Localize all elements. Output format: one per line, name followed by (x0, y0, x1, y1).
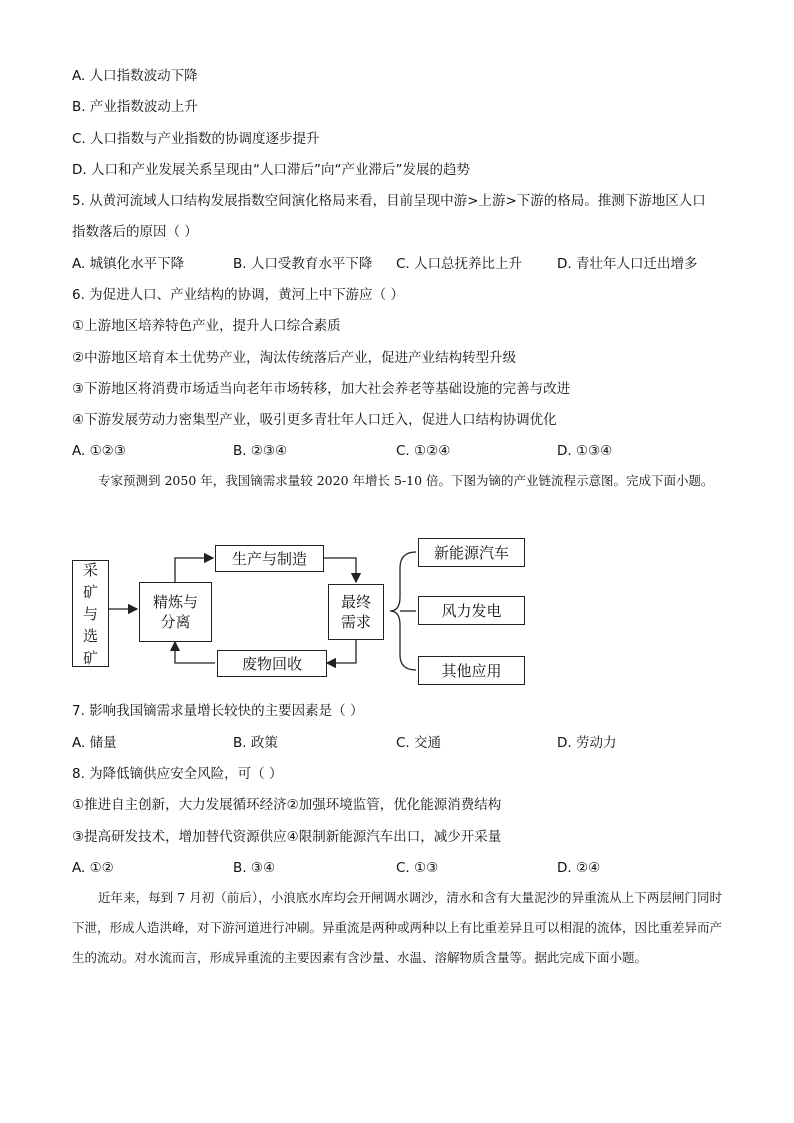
box-refining-label: 精炼与分离 (152, 593, 198, 631)
q6-option-a: A. ①②③ (72, 443, 126, 459)
arrow-refining-to-production (175, 558, 213, 582)
q5-stem-line2: 指数落后的原因（ ） (72, 224, 198, 240)
passage-xiaolangdi-text: 近年来，每到 7 月初（前后），小浪底水库均会开闸调水调沙，清水和含有大量泥沙的异重流从上下两层闸门同时下泄，形成人造洪峰，对下游河道进行冲刷。异重流是两种或两种以上有比重差异且可以相混的流体，因比重差异而产生的流动。对水流而言，形成异重流的主要因素有含沙量、水温、溶解物质含量等。据此完成下面小题。 (72, 890, 723, 965)
q7-option-c: C. 交通 (396, 735, 442, 751)
q7-option-b: B. 政策 (233, 735, 278, 751)
q4-option-d: D. 人口和产业发展关系呈现由“人口滞后”向“产业滞后”发展的趋势 (72, 162, 470, 178)
q8-stem: 8. 为降低镝供应安全风险，可（ ） (72, 766, 283, 782)
q6-option-c: C. ①②④ (396, 443, 451, 459)
q6-statement-1: ①上游地区培养特色产业，提升人口综合素质 (72, 318, 341, 334)
box-final-demand (328, 584, 384, 640)
box-new-energy-vehicle (418, 538, 525, 567)
arrow-demand-to-recycling (327, 640, 356, 663)
passage-dysprosium-text: 专家预测到 2050 年，我国镝需求量较 2020 年增长 5-10 倍。下图为镝的产业链流程示意图。完成下面小题。 (98, 473, 714, 488)
q8-option-d: D. ②④ (557, 860, 601, 876)
q5-option-d: D. 青壮年人口迁出增多 (557, 256, 698, 272)
box-wind-power-label: 风力发电 (441, 602, 502, 620)
q5-option-c: C. 人口总抚养比上升 (396, 256, 523, 272)
box-production-label: 生产与制造 (231, 550, 307, 568)
q6-stem: 6. 为促进人口、产业结构的协调，黄河上中下游应（ ） (72, 287, 404, 303)
q6-option-d: D. ①③④ (557, 443, 613, 459)
box-new-energy-vehicle-label: 新能源汽车 (433, 544, 509, 562)
box-mining-char: 与 (82, 604, 98, 623)
q6-statement-3: ③下游地区将消费市场适当向老年市场转移，加大社会养老等基础设施的完善与改进 (72, 381, 571, 397)
box-mining-char: 采 (82, 560, 98, 579)
q6-option-b: B. ②③④ (233, 443, 288, 459)
q8-statements-1-2: ①推进自主创新，大力发展循环经济②加强环境监管，优化能源消费结构 (72, 797, 502, 813)
q7-option-d: D. 劳动力 (557, 735, 617, 751)
box-final-demand-label: 最终需求 (340, 593, 371, 631)
box-other-applications-label: 其他应用 (441, 662, 502, 680)
q7-option-a: A. 储量 (72, 735, 117, 751)
q5-option-b: B. 人口受教育水平下降 (233, 256, 373, 272)
q8-option-b: B. ③④ (233, 860, 276, 876)
box-mining (72, 560, 109, 667)
box-mining-char: 矿 (82, 582, 98, 601)
q8-statements-3-4: ③提高研发技术，增加替代资源供应④限制新能源汽车出口，减少开采量 (72, 829, 502, 845)
box-wind-power (418, 596, 525, 625)
q7-stem: 7. 影响我国镝需求量增长较快的主要因素是（ ） (72, 703, 364, 719)
q5-stem-line1: 5. 从黄河流域人口结构发展指数空间演化格局来看，目前呈现中游>上游>下游的格局。推测下游地区人口 (72, 193, 706, 209)
q8-option-c: C. ①③ (396, 860, 439, 876)
q6-statement-2: ②中游地区培育本土优势产业，淘汰传统落后产业，促进产业结构转型升级 (72, 350, 517, 366)
box-recycling (217, 650, 327, 677)
arrow-production-to-demand (324, 558, 356, 582)
passage-xiaolangdi (72, 883, 722, 973)
q5-option-a: A. 城镇化水平下降 (72, 256, 185, 272)
q6-statement-4: ④下游发展劳动力密集型产业，吸引更多青壮年人口迁入，促进人口结构协调优化 (72, 412, 557, 428)
box-recycling-label: 废物回收 (241, 655, 302, 673)
q4-option-a: A. 人口指数波动下降 (72, 68, 198, 84)
box-production (215, 545, 324, 572)
box-refining (139, 582, 212, 642)
box-mining-char: 矿 (82, 648, 98, 667)
q8-option-a: A. ①② (72, 860, 114, 876)
q4-option-b: B. 产业指数波动上升 (72, 99, 198, 115)
box-other-applications (418, 656, 525, 685)
arrow-recycling-to-refining (175, 642, 215, 663)
q4-option-c: C. 人口指数与产业指数的协调度逐步提升 (72, 131, 320, 147)
box-mining-char: 选 (82, 626, 98, 645)
